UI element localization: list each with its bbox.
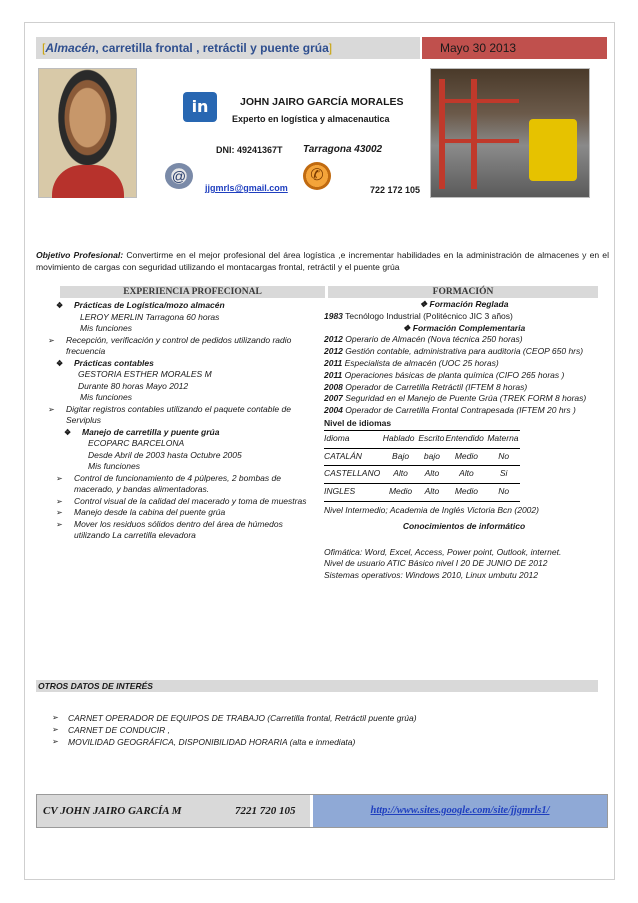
experience-item (56, 358, 316, 370)
phone-icon: ✆ (303, 162, 331, 190)
title-bracket-open: [ (42, 41, 46, 55)
formacion-item (324, 334, 604, 346)
arrow-bullet-icon: ➢ (56, 508, 63, 517)
formacion-year: 1983 (324, 310, 343, 321)
experience-item (62, 392, 316, 404)
objective-text: Convertirme en el mejor profesional del área logística ,e incrementar habilidades en la administración de almacenes y en el movimiento de cargas con seguridad utilizando el montacargas frontal, retráctil y el puente grúa (36, 250, 609, 272)
mail-icon: @ (165, 163, 193, 189)
experience-item (56, 300, 316, 312)
arrow-bullet-icon: ➢ (52, 737, 59, 746)
experience-item-text: Durante 80 horas Mayo 2012 (78, 380, 189, 391)
arrow-bullet-icon: ➢ (52, 725, 59, 734)
arrow-bullet-icon: ➢ (48, 404, 55, 414)
formacion-column (324, 299, 604, 582)
experience-item (60, 381, 316, 393)
experience-item-text: Mis funciones (88, 461, 140, 471)
formacion-text: Operaciones básicas de planta química (CIFO 265 horas ) (342, 369, 565, 380)
informatica-item: Sistemas operativos: Windows 2010, Linux umbutu 2012 (324, 570, 538, 581)
experience-item (70, 461, 316, 473)
experience-item-text: Control de funcionamiento de 4 púlperes, 2 bombas de macerado, y bandas alimentadoras. (74, 472, 281, 494)
diamond-bullet-icon: ❖ (64, 427, 72, 437)
formacion-item (324, 311, 604, 323)
person-subtitle: Experto en logística y almacenautica (232, 114, 390, 124)
footer-left (37, 795, 310, 827)
idiomas-header-cell: Materna (487, 431, 520, 448)
experience-item (56, 473, 316, 496)
experience-item (70, 450, 316, 462)
experience-item-text: Manejo de carretilla y puente grúa (82, 426, 220, 437)
formacion-text: Operador de Carretilla Frontal Contrapesada (IFTEM 20 hrs ) (342, 405, 576, 416)
experience-item (62, 323, 316, 335)
formacion-year: 2011 (324, 357, 343, 368)
arrow-bullet-icon: ➢ (52, 713, 59, 722)
formacion-item (324, 346, 604, 358)
formacion-text: Operario de Almacén (Nova técnica 250 horas) (342, 334, 523, 345)
idiomas-cell: bajo (418, 448, 445, 466)
idiomas-header-cell: Idioma (324, 431, 383, 448)
experience-item (62, 312, 316, 324)
formacion-text: Gestión contable, administrativa para auditoria (CEOP 650 hrs) (342, 346, 584, 357)
idiomas-cell: No (487, 448, 520, 466)
cv-date: Mayo 30 2013 (422, 37, 607, 59)
list-item (52, 724, 417, 736)
formacion-item (324, 393, 604, 405)
reglada-title-text: Formación Reglada (429, 299, 509, 309)
formacion-year: 2007 (324, 393, 343, 404)
formacion-item (324, 382, 604, 394)
idiomas-cell: Alto (446, 466, 488, 484)
idiomas-cell: Bajo (383, 448, 419, 466)
formacion-year: 2004 (324, 405, 343, 416)
experience-item-text: Mis funciones (80, 392, 132, 402)
email-link[interactable]: jjgmrls@gmail.com (205, 183, 288, 193)
title-bracket-close: ] (328, 41, 333, 55)
reglada-title: ❖ Formación Reglada (419, 299, 509, 309)
header-bar (36, 37, 607, 59)
footer (36, 794, 608, 828)
formacion-year: 2012 (324, 334, 343, 345)
idiomas-cell: INGLES (324, 484, 383, 502)
otros-item-text: CARNET DE CONDUCIR , (68, 725, 171, 735)
informatica-item: Nivel de usuario ATIC Básico nivel I 20 DE JUNIO DE 2012 (324, 558, 548, 569)
footer-phone: 7221 720 105 (235, 805, 296, 817)
idiomas-cell: Medio (446, 448, 488, 466)
rack-post (439, 79, 445, 189)
informatica-list (324, 547, 604, 582)
otros-item-text: MOVILIDAD GEOGRÁFICA, DISPONIBILIDAD HORARIA (alta e inmediata) (68, 737, 356, 747)
arrow-bullet-icon: ➢ (56, 473, 63, 483)
formacion-text: Tecnólogo Industrial (Politécnico JIC 3 años) (342, 310, 513, 321)
section-formacion: FORMACIÓN (328, 286, 598, 298)
idiomas-cell: Medio (383, 484, 419, 502)
experience-item-text: Control visual de la calidad del macerado y toma de muestras (74, 495, 307, 506)
rack-post (471, 79, 477, 189)
experience-item-text: Mis funciones (80, 323, 132, 333)
experience-item-text: Digitar registros contables utilizando el paquete contable de Serviplus (66, 403, 291, 425)
diamond-bullet-icon: ❖ (56, 301, 64, 310)
idiomas-header-row (324, 431, 520, 448)
otros-list (52, 712, 417, 748)
experience-item-text: ECOPARC BARCELONA (88, 438, 185, 448)
idiomas-note: Nivel Intermedio; Academia de Inglés Victoria Bcn (2002) (324, 504, 539, 515)
idiomas-cell: No (487, 484, 520, 502)
experience-item-text: Prácticas de Logística/mozo almacén (74, 300, 225, 310)
experience-item (56, 496, 316, 508)
footer-url-link[interactable]: http://www.sites.google.com/site/jjgmrls1/ (313, 795, 607, 827)
reglada-list (324, 311, 604, 323)
experience-item (64, 427, 316, 439)
warehouse-photo (430, 68, 590, 198)
experience-item (48, 404, 316, 427)
formacion-year: 2012 (324, 346, 343, 357)
idiomas-header-cell: Hablado (383, 431, 419, 448)
complementaria-title-text: Formación Complementaria (412, 322, 526, 333)
idiomas-cell: Alto (418, 484, 445, 502)
list-item (52, 736, 417, 748)
person-city: Tarragona 43002 (303, 144, 383, 155)
arrow-bullet-icon: ➢ (56, 519, 63, 529)
idiomas-title: Nivel de idiomas (324, 418, 520, 431)
cv-title (36, 37, 420, 59)
objective (36, 250, 609, 273)
formacion-item (324, 370, 604, 382)
experience-item-text: Desde Abril de 2003 hasta Octubre 2005 (88, 449, 242, 460)
experience-item-text: Mover los residuos sólidos dentro del área de húmedos utilizando La carretilla elevadora (74, 518, 283, 540)
idiomas-header-cell: Entendido (446, 431, 488, 448)
informatica-item: Ofimática: Word, Excel, Access, Power point, Outlook, internet. (324, 546, 562, 557)
complementaria-list (324, 334, 604, 417)
table-row (324, 448, 520, 466)
list-item (52, 712, 417, 724)
experience-item-text: Recepción, verificación y control de pedidos utilizando radio frecuencia (66, 334, 292, 356)
informatica-title: Conocimientos de informático (402, 520, 526, 531)
experience-item (70, 438, 316, 450)
experience-item (56, 519, 316, 542)
formacion-year: 2011 (324, 369, 343, 380)
formacion-item (324, 405, 604, 417)
idiomas-header-cell: Escrito (418, 431, 445, 448)
formacion-year: 2008 (324, 381, 343, 392)
idiomas-cell: Si (487, 466, 520, 484)
idiomas-cell: Alto (418, 466, 445, 484)
experience-item-text: LEROY MERLIN Tarragona 60 horas (80, 311, 220, 322)
rack-beam (439, 139, 519, 143)
experience-column (48, 300, 316, 542)
arrow-bullet-icon: ➢ (48, 335, 55, 345)
formacion-text: Especialista de almacén (UOC 25 horas) (342, 357, 499, 368)
experience-item (48, 335, 316, 358)
idiomas-table (324, 431, 520, 502)
person-dni: DNI: 49241367T (216, 145, 283, 155)
title-strong: Almacén (45, 41, 96, 55)
experience-item (56, 507, 316, 519)
table-row (324, 466, 520, 484)
footer-name: CV JOHN JAIRO GARCÍA M (43, 805, 182, 817)
complementaria-title: ❖ Formación Complementaria (402, 322, 526, 333)
idiomas-cell: Medio (446, 484, 488, 502)
diamond-bullet-icon: ❖ (56, 358, 64, 368)
experience-item-text: Manejo desde la cabina del puente grúa (74, 507, 226, 517)
otros-section-title: OTROS DATOS DE INTERÉS (36, 680, 598, 692)
experience-item-text: Prácticas contables (74, 357, 154, 368)
idiomas-cell: CATALÁN (324, 448, 383, 466)
objective-label: Objetivo Profesional: (36, 250, 124, 260)
formacion-item (324, 358, 604, 370)
formacion-text: Operador de Carretilla Retráctil (IFTEM 8 horas) (342, 381, 528, 392)
title-rest: , carretilla frontal , retráctil y puente grúa (95, 41, 329, 55)
formacion-text: Seguridad en el Manejo de Puente Grúa (TREK FORM 8 horas) (342, 393, 587, 404)
rack-beam (439, 99, 519, 103)
table-row (324, 484, 520, 502)
phone-number: 722 172 105 (370, 185, 421, 195)
experience-item (60, 369, 316, 381)
otros-item-text: CARNET OPERADOR DE EQUIPOS DE TRABAJO (Carretilla frontal, Retráctil puente grúa) (68, 713, 417, 723)
forklift (529, 119, 577, 181)
idiomas-cell: CASTELLANO (324, 466, 383, 484)
experience-item-text: GESTORIA ESTHER MORALES M (78, 369, 212, 379)
person-name: JOHN JAIRO GARCÍA MORALES (240, 96, 404, 108)
arrow-bullet-icon: ➢ (56, 496, 63, 506)
idiomas-cell: Alto (383, 466, 419, 484)
linkedin-icon[interactable]: in (183, 92, 217, 122)
section-experiencia: EXPERIENCIA PROFECIONAL (60, 286, 325, 298)
